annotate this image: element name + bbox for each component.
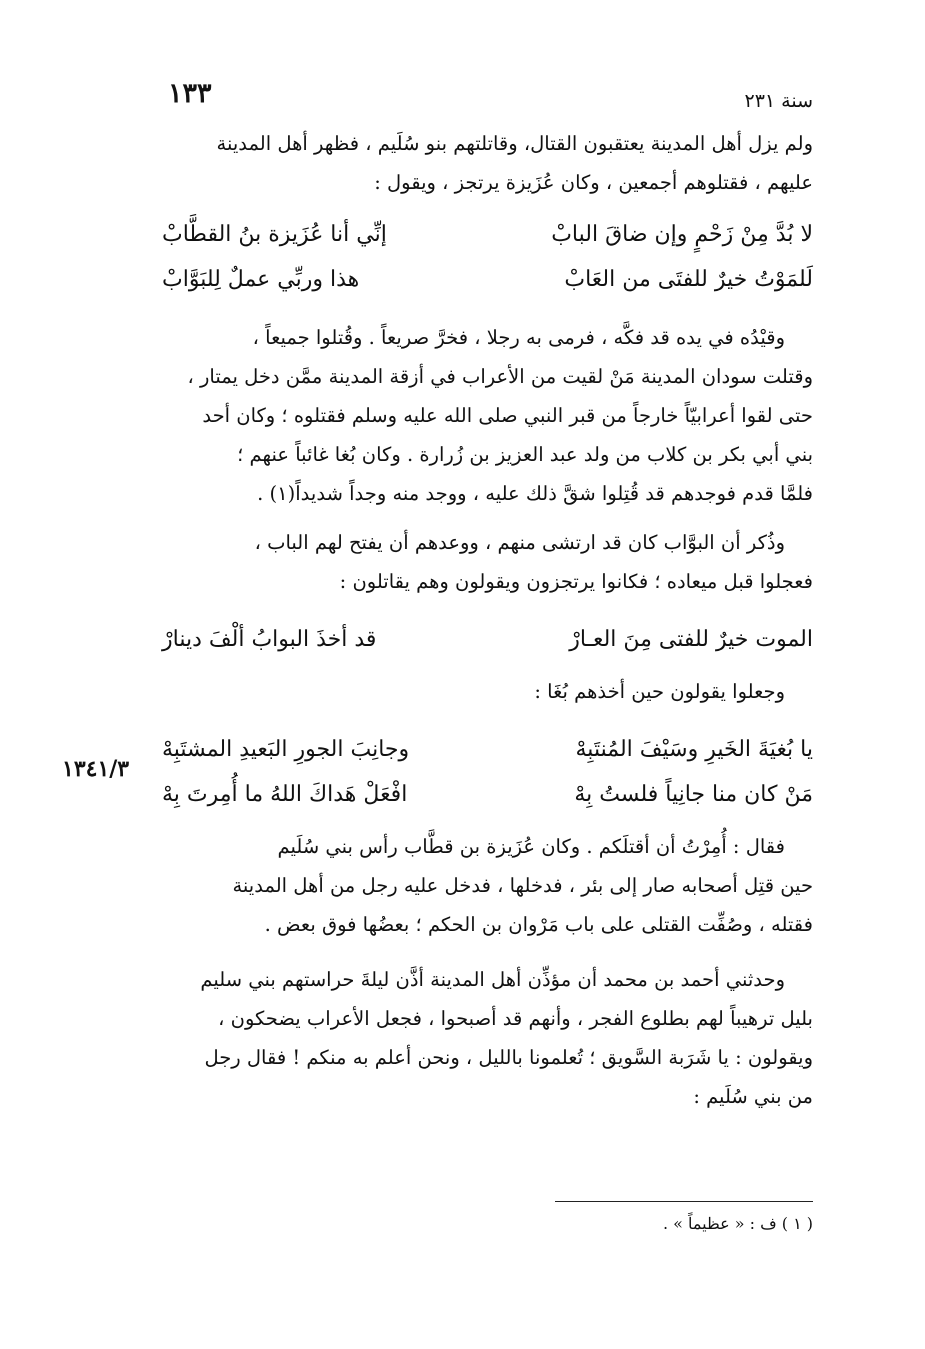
paragraph (162, 827, 813, 944)
block-gap (162, 601, 813, 617)
page-header (168, 78, 813, 118)
text-line: وقيْدُه في يده قد فكَّه ، فرمى به رجلا ، فخرَّ صريعاً . وقُتلوا جميعاً ، (252, 326, 785, 349)
footnote: ( ١ ) ف : « عظيماً » . (662, 1214, 813, 1233)
block-gap (162, 662, 813, 672)
text-line: وذُكر أن البوَّاب كان قد ارتشى منهم ، ووعدهم أن يفتح لهم الباب ، (254, 531, 785, 554)
text-line: من بني سُلَيم : (693, 1085, 813, 1108)
text-line: وقتلت سودان المدينة مَنْ لقيت من الأعراب في أزقة المدينة ممَّن دخل يمتار ، (187, 365, 813, 388)
paragraph (162, 124, 813, 202)
verse-first-hemistich: مَنْ كان منا جانِياً فلستُ بِهْ (574, 782, 813, 807)
verse-first-hemistich: الموت خيرٌ للفتى مِنَ العـارْ (569, 627, 813, 652)
block-gap (162, 711, 813, 727)
verse-line (162, 257, 813, 302)
verse-first-hemistich: يا بُغيَةَ الخَيرِ وسَيْفَ المُنتَبِهْ (575, 737, 813, 762)
text-line: بني أبي بكر بن كلاب من ولد عبد العزيز بن زُرارة . وكان بُغا غائباً عنهم ؛ (237, 443, 813, 466)
text-line: وجعلوا يقولون حين أخذهم بُغَا : (534, 680, 785, 703)
text-line: فقال : أُمِرْتُ أن أقتلَكم . وكان عُزَيزة بن قطَّاب رأس بني سُلَيم (277, 835, 785, 858)
text-line: حتى لقوا أعرابيّاً خارجاً من قبر النبي صلى الله عليه وسلم فقتلوه ؛ وكان أحد (202, 404, 813, 427)
text-line: فلمَّا قدم فوجدهم قد قُتِلوا شقَّ ذلك عليه ، ووجد منه وجداً شديداً(١) . (257, 482, 813, 505)
margin-note: ١٣٤١/٣ (62, 756, 130, 782)
body-text (162, 124, 813, 1116)
text-line: عليهم ، فقتلوهم أجمعين ، وكان عُزَيزة يرتجز ، ويقول : (374, 171, 813, 194)
verse-second-hemistich: وجانِبَ الجورِ البَعيدِ المشتَبِهْ (162, 737, 410, 762)
verse-block (162, 212, 813, 302)
paragraph (162, 672, 813, 711)
text-line: ولم يزل أهل المدينة يعتقبون القتال، وقاتلتهم بنو سُلَيم ، فظهر أهل المدينة (216, 132, 813, 155)
block-gap (162, 817, 813, 827)
text-line: حين قتِل أصحابه صار إلى بئر ، فدخلها ، فدخل عليه رجل من أهل المدينة (232, 874, 813, 897)
text-line: فعجلوا قبل ميعاده ؛ فكانوا يرتجزون ويقولون وهم يقاتلون : (339, 570, 813, 593)
verse-line (162, 212, 813, 257)
verse-line (162, 617, 813, 662)
footnote-rule (555, 1201, 813, 1202)
verse-block (162, 727, 813, 817)
verse-second-hemistich: افْعَلْ هَداكَ اللهُ ما أُمِرتَ بِهْ (162, 782, 408, 807)
page-number: ١٣٣ (168, 78, 212, 109)
text-line: وحدثني أحمد بن محمد أن مؤذِّن أهل المدينة أذَّن ليلةَ حراستهم بني سليم (200, 968, 785, 991)
verse-second-hemistich: إنِّي أنا عُزَيزة بنُ القطَّابْ (162, 222, 387, 247)
block-gap (162, 944, 813, 960)
verse-second-hemistich: هذا وربِّي عملٌ لِلبَوَّابْ (162, 267, 360, 292)
text-line: بليل ترهيباً لهم بطلوع الفجر ، وأنهم قد أصبحوا ، فجعل الأعراب يضحكون ، (218, 1007, 813, 1030)
verse-first-hemistich: لَلمَوْتُ خيرٌ للفتَى من العَابْ (564, 267, 813, 292)
block-gap (162, 302, 813, 318)
verse-first-hemistich: لا بُدَّ مِنْ زَحْمٍ وإن ضاقَ البابْ (551, 222, 813, 247)
block-gap (162, 202, 813, 212)
text-line: فقتله ، وصُفِّت القتلى على باب مَرْوان بن الحكم ؛ بعضُها فوق بعض . (264, 913, 813, 936)
paragraph (162, 523, 813, 601)
paragraph (162, 318, 813, 513)
verse-line (162, 772, 813, 817)
text-line: ويقولون : يا شَرَبة السَّويق ؛ تُعلمونا بالليل ، ونحن أعلم به منكم ! فقال رجل (204, 1046, 813, 1069)
paragraph (162, 960, 813, 1116)
verse-block (162, 617, 813, 662)
verse-line (162, 727, 813, 772)
verse-second-hemistich: قد أخذَ البوابُ ألْفَ دينارْ (162, 627, 377, 652)
running-head: سنة ٢٣١ (744, 90, 813, 112)
block-gap (162, 513, 813, 523)
